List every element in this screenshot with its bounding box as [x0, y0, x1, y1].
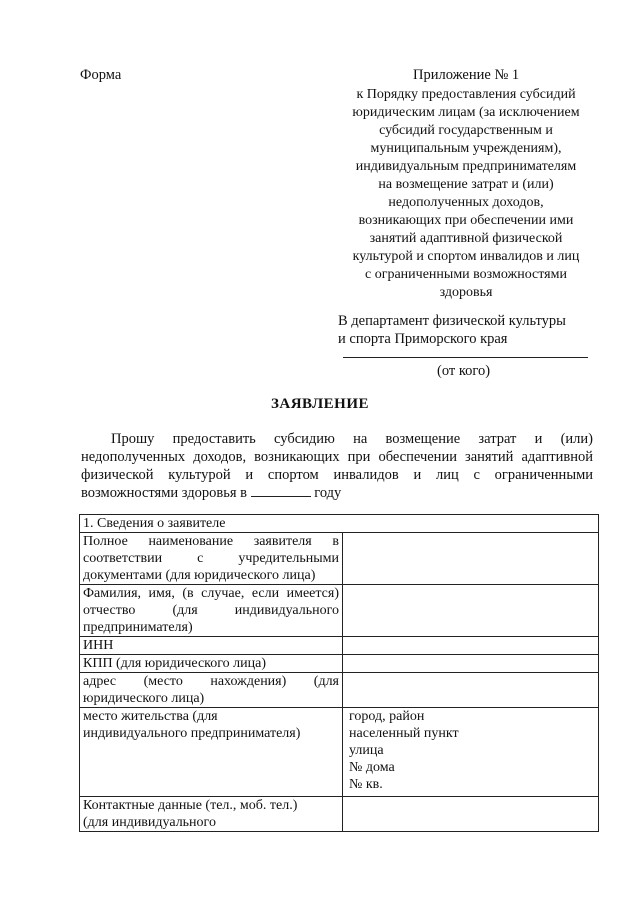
- contacts-value-cell[interactable]: [343, 797, 599, 832]
- residence-field-street: улица: [349, 743, 384, 758]
- appendix-line: к Порядку предоставления субсидий: [356, 87, 576, 102]
- inn-value-cell[interactable]: [343, 637, 599, 655]
- appendix-number: Приложение № 1: [413, 67, 520, 83]
- body-line-text: году: [314, 485, 342, 501]
- body-line: [81, 484, 593, 502]
- appendix-line: здоровья: [439, 285, 493, 300]
- address-value-cell[interactable]: [343, 673, 599, 708]
- cell-line: предпринимателя): [83, 620, 193, 635]
- residence-value-cell[interactable]: [343, 708, 599, 797]
- body-line: физической культурой и спортом инвалидов и лиц с ограниченными: [81, 467, 593, 483]
- appendix-description: [330, 86, 602, 302]
- cell-line: Контактные данные (тел., моб. тел.): [83, 798, 298, 813]
- cell-line: (для индивидуального: [83, 815, 216, 830]
- table-row: [80, 533, 599, 585]
- form-label: Форма: [80, 67, 122, 83]
- table-row: [80, 637, 599, 655]
- inn-label: [80, 637, 343, 655]
- application-text: [81, 430, 593, 502]
- year-blank-field[interactable]: [251, 484, 311, 497]
- residence-label: [80, 708, 343, 797]
- body-line: недополученных доходов, возникающих при обеспечении занятий адаптивной: [81, 449, 593, 465]
- address-label: [80, 673, 343, 708]
- cell-line: документами (для юридического лица): [83, 568, 316, 583]
- section-header-cell: 1. Сведения о заявителе: [80, 515, 599, 533]
- table-row: [80, 797, 599, 832]
- appendix-line: муниципальным учреждениям),: [370, 141, 562, 156]
- addressee-line: и спорта Приморского края: [338, 331, 508, 347]
- addressee-block: [338, 312, 566, 348]
- applicant-info-table: [79, 514, 599, 832]
- contacts-label: [80, 797, 343, 832]
- appendix-line: индивидуальным предпринимателям: [355, 159, 577, 174]
- appendix-line: с ограниченными возможностями: [365, 267, 567, 282]
- appendix-line: субсидий государственным и: [379, 123, 553, 138]
- document-title: ЗАЯВЛЕНИЕ: [270, 396, 370, 412]
- appendix-line: юридическим лицам (за исключением: [352, 105, 580, 120]
- residence-field-apartment: № кв.: [349, 777, 383, 792]
- table-row: [80, 708, 599, 797]
- cell-line: Фамилия, имя, (в случае, если имеется): [83, 586, 339, 601]
- cell-line: Полное наименование заявителя в: [83, 534, 339, 549]
- table-row: [80, 655, 599, 673]
- full-name-label: [80, 533, 343, 585]
- table-row: [80, 585, 599, 637]
- fio-label: [80, 585, 343, 637]
- body-line: Прошу предоставить субсидию на возмещение затрат и (или): [111, 431, 593, 447]
- kpp-label: [80, 655, 343, 673]
- full-name-value-cell[interactable]: [343, 533, 599, 585]
- kpp-value-cell[interactable]: [343, 655, 599, 673]
- appendix-line: недополученных доходов,: [388, 195, 544, 210]
- cell-line: КПП (для юридического лица): [83, 656, 266, 671]
- cell-line: отчество (для индивидуального: [83, 603, 339, 618]
- appendix-line: культурой и спортом инвалидов и лиц: [352, 249, 580, 264]
- residence-field-city: город, район: [349, 709, 425, 724]
- body-line-text: возможностями здоровья в: [81, 485, 247, 501]
- appendix-line: на возмещение затрат и (или): [378, 177, 554, 192]
- from-signature-line[interactable]: [343, 357, 588, 358]
- fio-value-cell[interactable]: [343, 585, 599, 637]
- cell-line: адрес (место нахождения) (для: [83, 674, 339, 689]
- table-row: [80, 515, 599, 533]
- addressee-line: В департамент физической культуры: [338, 313, 566, 329]
- appendix-line: возникающих при обеспечении ими: [358, 213, 574, 228]
- table-row: [80, 673, 599, 708]
- cell-line: место жительства (для: [83, 709, 218, 724]
- from-caption: (от кого): [437, 363, 491, 379]
- cell-line: юридического лица): [83, 691, 205, 706]
- cell-line: соответствии с учредительными: [83, 551, 339, 566]
- cell-line: ИНН: [83, 638, 114, 653]
- cell-line: индивидуального предпринимателя): [83, 726, 301, 741]
- appendix-line: занятий адаптивной физической: [369, 231, 563, 246]
- residence-field-house: № дома: [349, 760, 395, 775]
- residence-field-settlement: населенный пункт: [349, 726, 459, 741]
